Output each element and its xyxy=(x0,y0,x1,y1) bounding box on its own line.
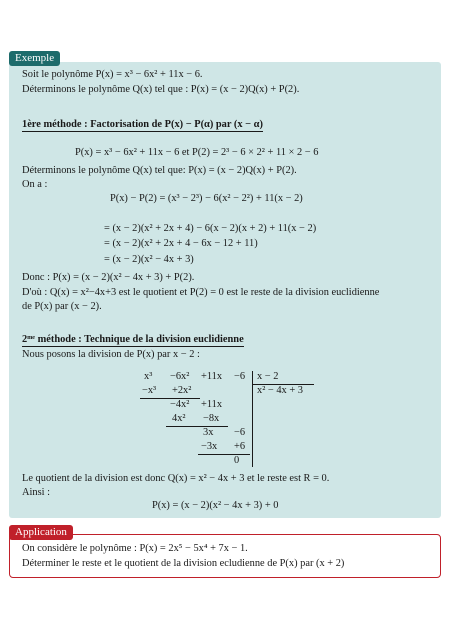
m2-line-3: Ainsi : xyxy=(22,487,51,498)
div-r1-c3: +11x xyxy=(201,371,223,382)
div-remainder: 0 xyxy=(234,455,240,466)
intro-line-2: Déterminons le polynôme Q(x) tel que : P(x) = (x − 2)Q(x) + P(2). xyxy=(22,84,300,95)
m1-equation-2: P(x) − P(2) = (x³ − 2³) − 6(x² − 2²) + 11(x − 2) xyxy=(110,193,303,204)
div-divisor-line xyxy=(252,384,314,385)
div-r1-c4: −6 xyxy=(234,371,246,382)
application-tag: Application xyxy=(9,525,73,540)
m1-equation-5: = (x − 2)(x² − 4x + 3) xyxy=(104,254,194,265)
div-r3-c1: −4x² xyxy=(170,399,190,410)
m2-line-2: Le quotient de la division est donc Q(x) = x² − 4x + 3 et le reste est R = 0. xyxy=(22,473,330,484)
intro-line-1: Soit le polynôme P(x) = x³ − 6x² + 11x − 6. xyxy=(22,69,203,80)
m1-line-4: D'où : Q(x) = x²−4x+3 est le quotient et P(2) = 0 est le reste de la division euclidienne xyxy=(22,287,380,298)
div-r4-c1: 4x² xyxy=(172,413,186,424)
m1-line-3: Donc : P(x) = (x − 2)(x² − 4x + 3) + P(2). xyxy=(22,272,195,283)
m2-equation: P(x) = (x − 2)(x² − 4x + 3) + 0 xyxy=(152,500,279,511)
div-r4-c2: −8x xyxy=(203,413,220,424)
div-r5-c1: 3x xyxy=(203,427,214,438)
m1-equation-3: = (x − 2)(x² + 2x + 4) − 6(x − 2)(x + 2) + 11(x − 2) xyxy=(104,223,317,234)
application-line-1: On considère le polynôme : P(x) = 2x⁵ − 5x⁴ + 7x − 1. xyxy=(22,543,248,554)
m1-line-1: Déterminons le polynôme Q(x) tel que: P(x) = (x − 2)Q(x) + P(2). xyxy=(22,165,297,176)
div-r6-c1: −3x xyxy=(201,441,218,452)
m2-line-1: Nous posons la division de P(x) par x − 2 : xyxy=(22,349,200,360)
div-line-3 xyxy=(198,454,250,455)
m1-equation-1: P(x) = x³ − 6x² + 11x − 6 et P(2) = 2³ − 6 × 2² + 11 × 2 − 6 xyxy=(75,147,319,158)
m1-line-2: On a : xyxy=(22,179,48,190)
div-line-1 xyxy=(140,398,200,399)
div-r5-c2: −6 xyxy=(234,427,246,438)
div-line-2 xyxy=(166,426,228,427)
application-box xyxy=(9,534,441,578)
m1-equation-4: = (x − 2)(x² + 2x + 4 − 6x − 12 + 11) xyxy=(104,238,258,249)
m1-line-5: de P(x) par (x − 2). xyxy=(22,301,102,312)
div-r1-c2: −6x² xyxy=(170,371,190,382)
application-line-2: Déterminer le reste et le quotient de la division ecludienne de P(x) par (x + 2) xyxy=(22,558,345,569)
div-r2-c1: −x³ xyxy=(142,385,157,396)
div-r1-c1: x³ xyxy=(144,371,153,382)
div-r6-c2: +6 xyxy=(234,441,246,452)
method2-title: 2ᵐᵉ méthode : Technique de la division euclidienne xyxy=(22,334,244,345)
div-vertical-bar xyxy=(252,371,253,467)
example-tag: Exemple xyxy=(9,51,60,66)
div-r2-c2: +2x² xyxy=(172,385,192,396)
div-r3-c2: +11x xyxy=(201,399,223,410)
div-divisor: x − 2 xyxy=(257,371,279,382)
method1-title: 1ère méthode : Factorisation de P(x) − P(α) par (x − α) xyxy=(22,119,263,130)
div-quotient: x² − 4x + 3 xyxy=(257,385,304,396)
